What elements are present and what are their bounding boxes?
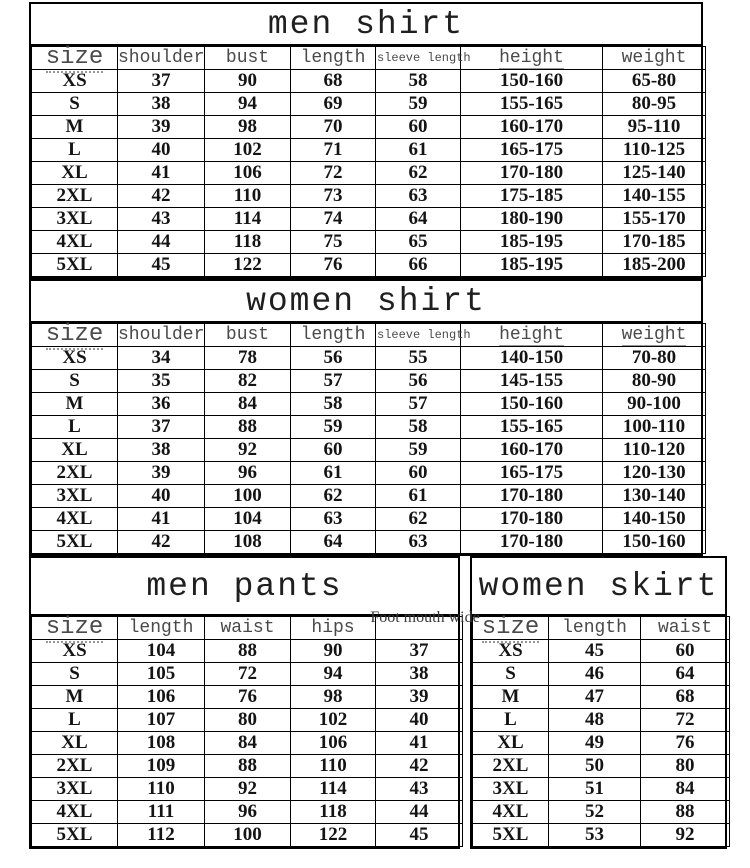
- value-cell: 49: [549, 732, 641, 755]
- value-cell: 105: [118, 663, 205, 686]
- size-cell: 5XL: [32, 531, 118, 554]
- table-row: [32, 208, 706, 231]
- value-cell: 106: [205, 162, 291, 185]
- header-length: [549, 617, 641, 640]
- header-foot-mouth-wide: [370, 609, 480, 640]
- size-cell: XS: [473, 640, 549, 663]
- header-label: Foot mouth wide: [370, 609, 480, 626]
- table-row: [473, 824, 730, 847]
- header-weight: [603, 47, 706, 70]
- value-cell: 88: [205, 416, 291, 439]
- value-cell: 170-185: [603, 231, 706, 254]
- header-label: sleeve length: [377, 51, 471, 65]
- value-cell: 98: [291, 686, 376, 709]
- table-row: [473, 755, 730, 778]
- value-cell: 185-195: [461, 254, 603, 277]
- value-cell: 38: [376, 663, 463, 686]
- value-cell: 50: [549, 755, 641, 778]
- value-cell: 39: [118, 462, 205, 485]
- value-cell: 96: [205, 801, 291, 824]
- value-cell: 102: [291, 709, 376, 732]
- header-row: [32, 617, 463, 640]
- value-cell: 59: [376, 93, 461, 116]
- value-cell: 155-165: [461, 416, 603, 439]
- value-cell: 110: [205, 185, 291, 208]
- women-shirt-table: [29, 279, 703, 556]
- header-sleeve-length: [376, 324, 471, 347]
- value-cell: 64: [641, 663, 730, 686]
- header-label: shoulder: [118, 48, 205, 68]
- value-cell: 100: [205, 824, 291, 847]
- value-cell: 48: [549, 709, 641, 732]
- header-label: waist: [220, 618, 275, 638]
- value-cell: 155-170: [603, 208, 706, 231]
- header-size: [32, 321, 118, 348]
- table-row: [32, 185, 706, 208]
- header-sleeve-length: [376, 47, 471, 70]
- size-cell: 4XL: [32, 231, 118, 254]
- value-cell: 46: [549, 663, 641, 686]
- size-cell: 5XL: [32, 254, 118, 277]
- value-cell: 84: [205, 393, 291, 416]
- value-cell: 61: [376, 485, 461, 508]
- value-cell: 41: [118, 508, 205, 531]
- value-cell: 58: [291, 393, 376, 416]
- value-cell: 35: [118, 370, 205, 393]
- header-label: length: [300, 325, 366, 345]
- header-height: [461, 324, 603, 347]
- table-row: [32, 755, 463, 778]
- value-cell: 106: [291, 732, 376, 755]
- value-cell: 108: [118, 732, 205, 755]
- value-cell: 80: [641, 755, 730, 778]
- table-row: [32, 686, 463, 709]
- value-cell: 59: [291, 416, 376, 439]
- header-label: waist: [657, 618, 712, 638]
- size-cell: XL: [473, 732, 549, 755]
- value-cell: 45: [549, 640, 641, 663]
- men-pants-table: [29, 556, 480, 849]
- header-size: [32, 614, 118, 641]
- header-label: length: [128, 618, 194, 638]
- size-cell: 2XL: [32, 755, 118, 778]
- value-cell: 150-160: [603, 531, 706, 554]
- table-row: [32, 416, 706, 439]
- value-cell: 82: [205, 370, 291, 393]
- header-length: [291, 47, 376, 70]
- value-cell: 170-180: [461, 485, 603, 508]
- header-label: sleeve length: [377, 328, 471, 342]
- table-row: [32, 801, 463, 824]
- value-cell: 40: [118, 139, 205, 162]
- header-label: height: [499, 325, 564, 345]
- value-cell: 66: [376, 254, 461, 277]
- value-cell: 72: [205, 663, 291, 686]
- size-cell: 3XL: [32, 208, 118, 231]
- size-cell: XL: [32, 732, 118, 755]
- value-cell: 36: [118, 393, 205, 416]
- value-cell: 69: [291, 93, 376, 116]
- value-cell: 84: [205, 732, 291, 755]
- size-cell: 2XL: [473, 755, 549, 778]
- value-cell: 106: [118, 686, 205, 709]
- value-cell: 150-160: [461, 70, 603, 93]
- table-row: [32, 231, 706, 254]
- women-shirt-title: women shirt: [31, 281, 701, 323]
- men-shirt-grid: [31, 46, 706, 277]
- size-cell: XS: [32, 70, 118, 93]
- size-cell: 5XL: [473, 824, 549, 847]
- table-row: [473, 640, 730, 663]
- value-cell: 165-175: [461, 139, 603, 162]
- size-cell: 3XL: [32, 485, 118, 508]
- table-row: [32, 732, 463, 755]
- value-cell: 100: [205, 485, 291, 508]
- value-cell: 71: [291, 139, 376, 162]
- header-label: bust: [225, 325, 270, 345]
- size-cell: M: [32, 686, 118, 709]
- header-height: [461, 47, 603, 70]
- value-cell: 51: [549, 778, 641, 801]
- header-weight: [603, 324, 706, 347]
- value-cell: 140-150: [461, 347, 603, 370]
- header-size: [473, 614, 549, 641]
- value-cell: 98: [205, 116, 291, 139]
- size-cell: 5XL: [32, 824, 118, 847]
- value-cell: 37: [118, 70, 205, 93]
- men-shirt-table: [29, 2, 703, 279]
- size-cell: M: [473, 686, 549, 709]
- header-waist: [641, 617, 730, 640]
- value-cell: 72: [641, 709, 730, 732]
- value-cell: 90-100: [603, 393, 706, 416]
- header-label: size: [45, 321, 104, 348]
- header-bust: [205, 324, 291, 347]
- table-row: [32, 162, 706, 185]
- value-cell: 122: [205, 254, 291, 277]
- table-row: [32, 485, 706, 508]
- value-cell: 57: [291, 370, 376, 393]
- value-cell: 118: [291, 801, 376, 824]
- header-waist: [205, 617, 291, 640]
- value-cell: 43: [118, 208, 205, 231]
- value-cell: 41: [118, 162, 205, 185]
- value-cell: 140-155: [603, 185, 706, 208]
- value-cell: 62: [376, 162, 461, 185]
- value-cell: 76: [205, 686, 291, 709]
- table-row: [32, 778, 463, 801]
- value-cell: 61: [291, 462, 376, 485]
- value-cell: 74: [291, 208, 376, 231]
- value-cell: 39: [376, 686, 463, 709]
- table-row: [473, 686, 730, 709]
- value-cell: 114: [205, 208, 291, 231]
- value-cell: 73: [291, 185, 376, 208]
- value-cell: 90: [291, 640, 376, 663]
- value-cell: 140-150: [603, 508, 706, 531]
- header-label: size: [45, 44, 104, 71]
- value-cell: 92: [205, 778, 291, 801]
- header-label: size: [45, 614, 104, 641]
- value-cell: 160-170: [461, 116, 603, 139]
- table-row: [473, 732, 730, 755]
- value-cell: 118: [205, 231, 291, 254]
- value-cell: 70: [291, 116, 376, 139]
- value-cell: 80-90: [603, 370, 706, 393]
- value-cell: 40: [376, 709, 463, 732]
- value-cell: 39: [118, 116, 205, 139]
- table-row: [32, 347, 706, 370]
- table-row: [32, 139, 706, 162]
- table-row: [32, 462, 706, 485]
- header-label: height: [499, 48, 564, 68]
- value-cell: 59: [376, 439, 461, 462]
- value-cell: 102: [205, 139, 291, 162]
- value-cell: 55: [376, 347, 461, 370]
- value-cell: 68: [291, 70, 376, 93]
- value-cell: 160-170: [461, 439, 603, 462]
- value-cell: 110-120: [603, 439, 706, 462]
- value-cell: 56: [376, 370, 461, 393]
- value-cell: 145-155: [461, 370, 603, 393]
- value-cell: 75: [291, 231, 376, 254]
- value-cell: 88: [205, 755, 291, 778]
- table-row: [473, 709, 730, 732]
- table-row: [473, 801, 730, 824]
- size-cell: M: [32, 116, 118, 139]
- table-row: [473, 778, 730, 801]
- value-cell: 38: [118, 439, 205, 462]
- value-cell: 37: [118, 416, 205, 439]
- value-cell: 42: [376, 755, 463, 778]
- men-pants-grid: [31, 609, 480, 847]
- value-cell: 122: [291, 824, 376, 847]
- table-row: [473, 663, 730, 686]
- header-label: length: [562, 618, 627, 638]
- value-cell: 63: [376, 531, 461, 554]
- size-cell: XL: [32, 439, 118, 462]
- table-row: [32, 370, 706, 393]
- value-cell: 92: [641, 824, 730, 847]
- value-cell: 170-180: [461, 531, 603, 554]
- value-cell: 41: [376, 732, 463, 755]
- size-cell: S: [32, 370, 118, 393]
- value-cell: 68: [641, 686, 730, 709]
- value-cell: 88: [205, 640, 291, 663]
- men-shirt-title: men shirt: [31, 4, 701, 46]
- header-label: length: [300, 48, 366, 68]
- table-row: [32, 393, 706, 416]
- value-cell: 57: [376, 393, 461, 416]
- table-row: [32, 824, 463, 847]
- value-cell: 56: [291, 347, 376, 370]
- size-cell: 2XL: [32, 462, 118, 485]
- header-label: bust: [225, 48, 270, 68]
- value-cell: 44: [376, 801, 463, 824]
- value-cell: 42: [118, 185, 205, 208]
- value-cell: 165-175: [461, 462, 603, 485]
- value-cell: 175-185: [461, 185, 603, 208]
- header-shoulder: [118, 47, 205, 70]
- value-cell: 125-140: [603, 162, 706, 185]
- men-pants-title: men pants: [31, 558, 458, 616]
- value-cell: 108: [205, 531, 291, 554]
- header-label: weight: [621, 48, 687, 68]
- value-cell: 100-110: [603, 416, 706, 439]
- table-row: [32, 254, 706, 277]
- value-cell: 84: [641, 778, 730, 801]
- size-cell: 4XL: [473, 801, 549, 824]
- value-cell: 104: [118, 640, 205, 663]
- value-cell: 109: [118, 755, 205, 778]
- size-cell: XS: [32, 347, 118, 370]
- value-cell: 43: [376, 778, 463, 801]
- header-label: shoulder: [118, 325, 205, 345]
- value-cell: 150-160: [461, 393, 603, 416]
- value-cell: 70-80: [603, 347, 706, 370]
- header-row: [32, 324, 706, 347]
- value-cell: 72: [291, 162, 376, 185]
- value-cell: 185-195: [461, 231, 603, 254]
- size-cell: S: [32, 93, 118, 116]
- value-cell: 170-180: [461, 508, 603, 531]
- table-row: [32, 531, 706, 554]
- value-cell: 44: [118, 231, 205, 254]
- value-cell: 94: [205, 93, 291, 116]
- size-cell: 2XL: [32, 185, 118, 208]
- value-cell: 90: [205, 70, 291, 93]
- size-cell: 4XL: [32, 508, 118, 531]
- table-row: [32, 508, 706, 531]
- table-row: [32, 709, 463, 732]
- value-cell: 64: [376, 208, 461, 231]
- value-cell: 76: [291, 254, 376, 277]
- size-cell: S: [473, 663, 549, 686]
- women-skirt-title: women skirt: [472, 558, 725, 616]
- value-cell: 92: [205, 439, 291, 462]
- size-cell: 3XL: [32, 778, 118, 801]
- value-cell: 94: [291, 663, 376, 686]
- header-length: [118, 617, 205, 640]
- value-cell: 34: [118, 347, 205, 370]
- table-row: [32, 93, 706, 116]
- value-cell: 130-140: [603, 485, 706, 508]
- women-skirt-table: [470, 556, 727, 849]
- value-cell: 114: [291, 778, 376, 801]
- value-cell: 60: [291, 439, 376, 462]
- value-cell: 53: [549, 824, 641, 847]
- value-cell: 62: [376, 508, 461, 531]
- value-cell: 104: [205, 508, 291, 531]
- value-cell: 155-165: [461, 93, 603, 116]
- value-cell: 88: [641, 801, 730, 824]
- value-cell: 64: [291, 531, 376, 554]
- value-cell: 80: [205, 709, 291, 732]
- value-cell: 45: [376, 824, 463, 847]
- header-label: size: [481, 614, 540, 641]
- women-shirt-grid: [31, 323, 706, 554]
- header-row: [32, 47, 706, 70]
- value-cell: 112: [118, 824, 205, 847]
- header-bust: [205, 47, 291, 70]
- value-cell: 60: [376, 116, 461, 139]
- value-cell: 58: [376, 416, 461, 439]
- value-cell: 110: [291, 755, 376, 778]
- header-shoulder: [118, 324, 205, 347]
- size-cell: XS: [32, 640, 118, 663]
- value-cell: 60: [376, 462, 461, 485]
- size-cell: L: [32, 709, 118, 732]
- value-cell: 47: [549, 686, 641, 709]
- value-cell: 45: [118, 254, 205, 277]
- size-cell: L: [473, 709, 549, 732]
- value-cell: 52: [549, 801, 641, 824]
- size-cell: 4XL: [32, 801, 118, 824]
- size-cell: M: [32, 393, 118, 416]
- value-cell: 96: [205, 462, 291, 485]
- value-cell: 80-95: [603, 93, 706, 116]
- header-size: [32, 44, 118, 71]
- value-cell: 63: [376, 185, 461, 208]
- value-cell: 110-125: [603, 139, 706, 162]
- header-hips: [291, 617, 376, 640]
- value-cell: 65-80: [603, 70, 706, 93]
- value-cell: 42: [118, 531, 205, 554]
- size-cell: S: [32, 663, 118, 686]
- value-cell: 40: [118, 485, 205, 508]
- header-length: [291, 324, 376, 347]
- value-cell: 37: [376, 640, 463, 663]
- value-cell: 78: [205, 347, 291, 370]
- size-cell: L: [32, 139, 118, 162]
- size-cell: XL: [32, 162, 118, 185]
- value-cell: 63: [291, 508, 376, 531]
- value-cell: 110: [118, 778, 205, 801]
- value-cell: 76: [641, 732, 730, 755]
- header-label: hips: [311, 618, 355, 638]
- value-cell: 62: [291, 485, 376, 508]
- value-cell: 111: [118, 801, 205, 824]
- table-row: [32, 439, 706, 462]
- value-cell: 180-190: [461, 208, 603, 231]
- size-cell: L: [32, 416, 118, 439]
- table-row: [32, 70, 706, 93]
- value-cell: 38: [118, 93, 205, 116]
- size-cell: 3XL: [473, 778, 549, 801]
- header-row: [473, 617, 730, 640]
- value-cell: 107: [118, 709, 205, 732]
- women-skirt-grid: [472, 616, 730, 847]
- value-cell: 170-180: [461, 162, 603, 185]
- header-label: weight: [621, 325, 687, 345]
- value-cell: 95-110: [603, 116, 706, 139]
- value-cell: 120-130: [603, 462, 706, 485]
- value-cell: 61: [376, 139, 461, 162]
- table-row: [32, 116, 706, 139]
- value-cell: 65: [376, 231, 461, 254]
- value-cell: 185-200: [603, 254, 706, 277]
- value-cell: 60: [641, 640, 730, 663]
- table-row: [32, 663, 463, 686]
- value-cell: 58: [376, 70, 461, 93]
